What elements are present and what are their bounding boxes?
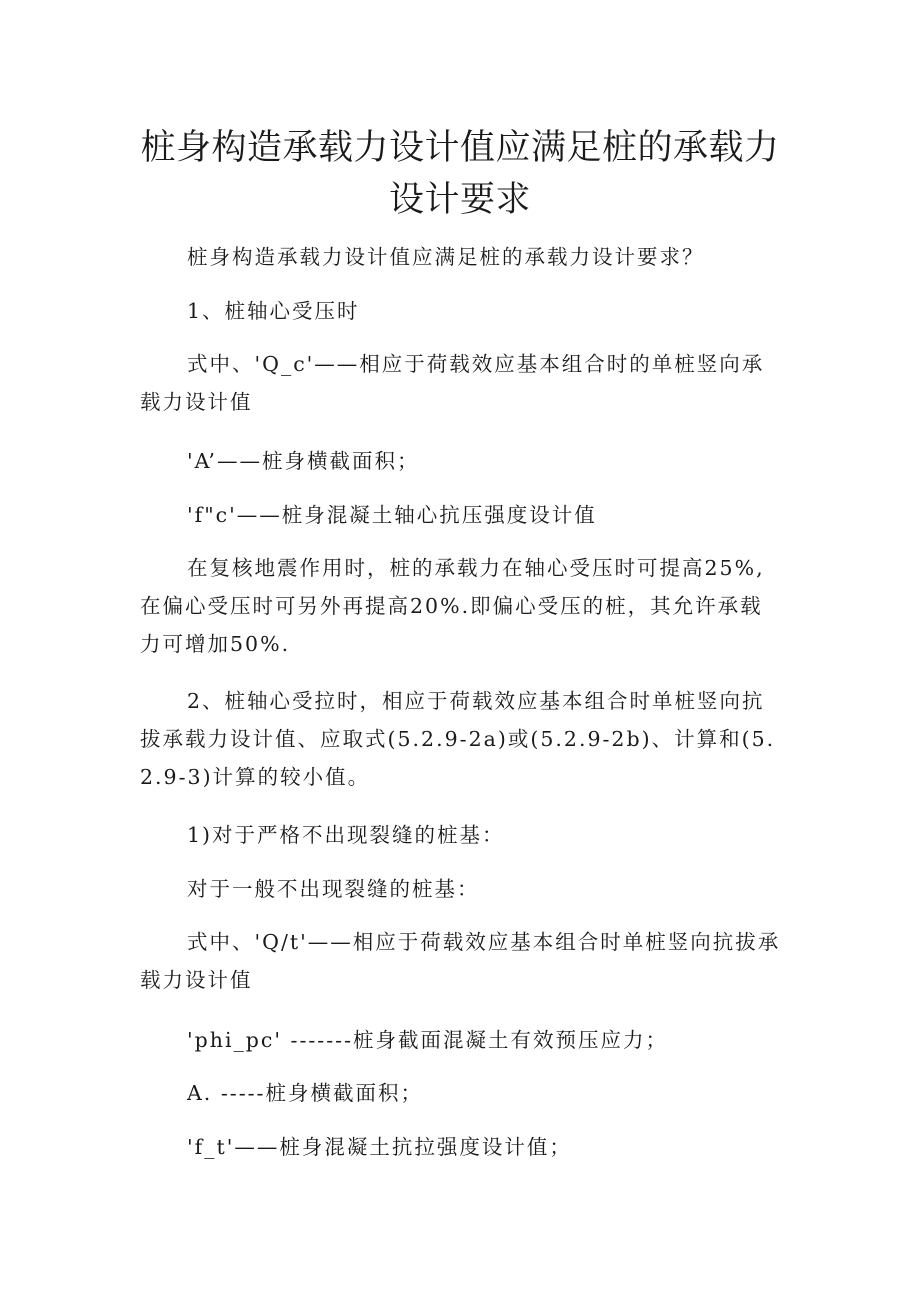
- case-general-no-crack: 对于一般不出现裂缝的桩基：: [187, 877, 480, 901]
- definition-phi-pc: 'phi_pc' -------桩身截面混凝土有效预压应力；: [187, 1028, 669, 1052]
- definition-a-cross-section: A. -----桩身横截面积；: [187, 1081, 423, 1105]
- definition-fc: 'f"c'——桩身混凝土轴心抗压强度设计值: [187, 503, 597, 527]
- section-1-heading: 1、桩轴心受压时: [187, 299, 360, 323]
- section-2-text: 2、桩轴心受拉时，相应于荷载效应基本组合时单桩竖向抗拔承载力设计值、应取式(5.2.9-2a)或(5.2.9-2b)、计算和(5.2.9-3)计算的较小值。: [140, 689, 776, 789]
- definition-a: 'A’——桩身横截面积；: [187, 449, 420, 473]
- definition-qt: 式中、'Q/t'——相应于荷载效应基本组合时单桩竖向抗拔承载力设计值: [140, 930, 781, 992]
- definition-qc: 式中、'Q_c'——相应于荷载效应基本组合时的单桩竖向承载力设计值: [140, 352, 765, 414]
- seismic-note: 在复核地震作用时，桩的承载力在轴心受压时可提高25%,在偏心受压时可另外再提高20%.即偏心受压的桩，其允许承载力可增加50%.: [140, 556, 765, 656]
- definition-ft: 'f_t'——桩身混凝土抗拉强度设计值；: [187, 1135, 572, 1159]
- case-strict-no-crack: 1)对于严格不出现裂缝的桩基：: [187, 823, 505, 847]
- intro-question: 桩身构造承载力设计值应满足桩的承载力设计要求？: [187, 245, 705, 269]
- document-title: 桩身构造承载力设计值应满足桩的承载力设计要求: [140, 128, 780, 220]
